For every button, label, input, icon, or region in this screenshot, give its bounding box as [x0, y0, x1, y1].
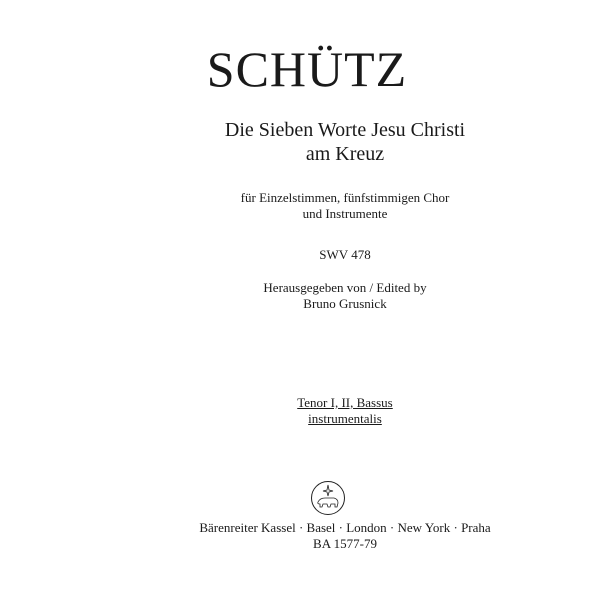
publisher-logo-icon [310, 480, 346, 516]
part-line-2: instrumentalis [308, 411, 382, 426]
subtitle-line-1: für Einzelstimmen, fünfstimmigen Chor [240, 190, 450, 205]
editor-line-2: Bruno Grusnick [303, 296, 387, 311]
part-line-1: Tenor I, II, Bassus [297, 395, 393, 410]
catalog-number: SWV 478 [319, 247, 371, 262]
title-line-1: Die Sieben Worte Jesu Christi [224, 119, 466, 141]
editor-line-1: Herausgegeben von / Edited by [263, 280, 427, 295]
part-designation [40, 395, 610, 427]
work-subtitle [40, 190, 610, 222]
publisher-line: Bärenreiter Kassel · Basel · London · New York · Praha [199, 520, 491, 535]
edition-number: BA 1577-79 [313, 536, 377, 551]
work-title [40, 118, 610, 166]
editor-credit [40, 280, 610, 312]
title-line-2: am Kreuz [305, 143, 385, 165]
publisher-info [40, 520, 610, 552]
composer-name: SCHÜTZ [206, 41, 408, 97]
subtitle-line-2: und Instrumente [302, 206, 388, 221]
